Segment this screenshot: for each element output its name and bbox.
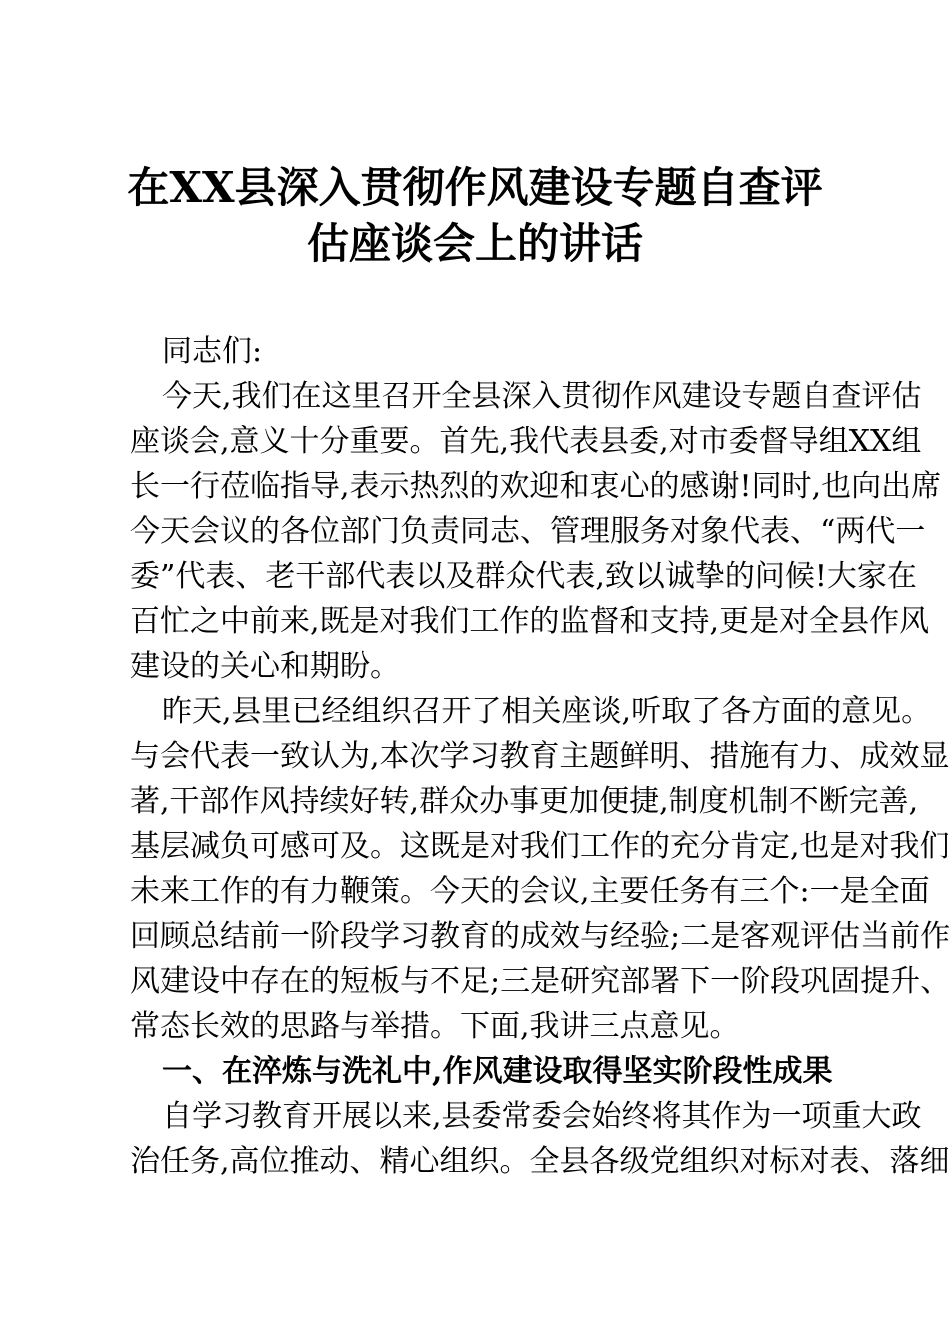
paragraph-2 xyxy=(130,689,950,1049)
greeting: 同志们: xyxy=(162,334,263,369)
text-line: 今天,我们在这里召开全县深入贯彻作风建设专题自查评估 xyxy=(162,379,922,414)
text-line: 长一行莅临指导,表示热烈的欢迎和衷心的感谢!同时,也向出席 xyxy=(130,469,942,504)
text-line: 今天会议的各位部门负责同志、管理服务对象代表、“两代一 xyxy=(130,514,926,549)
text-line: 百忙之中前来,既是对我们工作的监督和支持,更是对全县作风 xyxy=(130,604,930,639)
text-line: 风建设中存在的短板与不足;三是研究部署下一阶段巩固提升、 xyxy=(130,964,950,999)
text-line: 基层减负可感可及。这既是对我们工作的充分肯定,也是对我们 xyxy=(130,829,950,864)
text-line: 昨天,县里已经组织召开了相关座谈,听取了各方面的意见。 xyxy=(162,694,932,729)
paragraph-1 xyxy=(130,374,942,689)
text-line: 常态长效的思路与举措。下面,我讲三点意见。 xyxy=(130,1009,740,1044)
text-line: 与会代表一致认为,本次学习教育主题鲜明、措施有力、成效显 xyxy=(130,739,950,774)
text-line: 回顾总结前一阶段学习教育的成效与经验;二是客观评估当前作 xyxy=(130,919,950,954)
section-heading-1: 一、在淬炼与洗礼中,作风建设取得坚实阶段性成果 xyxy=(162,1054,833,1089)
text-line: 座谈会,意义十分重要。首先,我代表县委,对市委督导组XX组 xyxy=(130,424,922,459)
document-body xyxy=(130,329,950,1184)
title-line-1: 在XX县深入贯彻作风建设专题自查评 xyxy=(127,163,823,212)
text-line: 治任务,高位推动、精心组织。全县各级党组织对标对表、落细 xyxy=(130,1144,950,1179)
text-line: 未来工作的有力鞭策。今天的会议,主要任务有三个:一是全面 xyxy=(130,874,930,909)
text-line: 建设的关心和期盼。 xyxy=(130,649,400,684)
text-line: 自学习教育开展以来,县委常委会始终将其作为一项重大政 xyxy=(162,1099,922,1134)
text-line: 委”代表、老干部代表以及群众代表,致以诚挚的问候!大家在 xyxy=(130,559,917,594)
title-line-2: 估座谈会上的讲话 xyxy=(306,219,643,268)
paragraph-3 xyxy=(130,1094,950,1184)
document-title xyxy=(0,160,950,272)
text-line: 著,干部作风持续好转,群众办事更加便捷,制度机制不断完善, xyxy=(130,784,919,819)
